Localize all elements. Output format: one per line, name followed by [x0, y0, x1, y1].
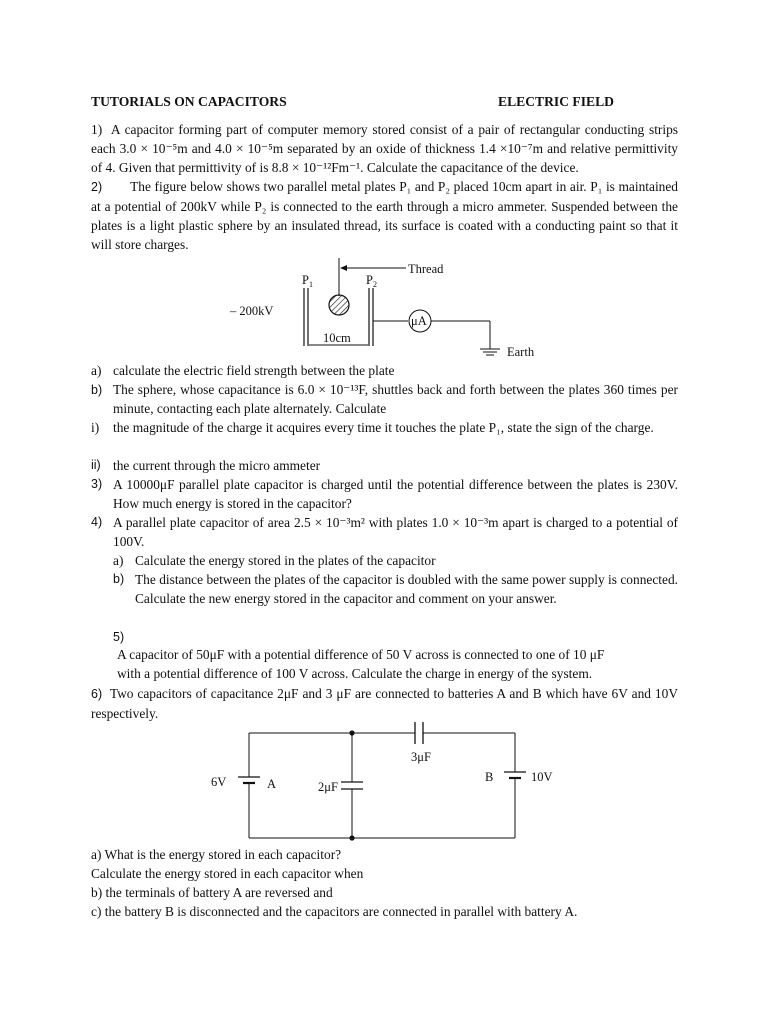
- question-2a-text: calculate the electric field strength between the plate: [113, 363, 395, 378]
- thread-label: Thread: [408, 262, 444, 276]
- question-4-number: 4): [91, 515, 103, 529]
- question-4b-label: b): [113, 572, 125, 586]
- question-6c: c) the battery B is disconnected and the capacitors are connected in parallel with battery A.: [91, 904, 578, 919]
- question-5-line-1: A capacitor of 50μF with a potential difference of 50 V across is connected to one of 10 μF: [117, 647, 605, 662]
- question-3-number: 3): [91, 477, 103, 491]
- micro-ammeter-label: μA: [411, 314, 427, 328]
- question-5-line-2: with a potential difference of 100 V across. Calculate the charge in energy of the system.: [117, 666, 593, 681]
- voltage-label: – 200kV: [230, 304, 274, 318]
- question-2-text: The figure below shows two parallel metal plates P₁ and P₂ placed 10cm apart in air. P₁ is maintained at a potential of 200kV while P₂ is connected to the earth through a micro ammeter. Suspended between the plates is a light plastic sphere by an insulated thread, its surface is coated with a conducting paint so that it will store charges.: [91, 179, 678, 252]
- battery-a-label: A: [267, 777, 277, 791]
- question-4a-label: a): [113, 553, 124, 568]
- question-2b-label: b): [91, 383, 103, 397]
- question-2a-label: a): [91, 363, 102, 378]
- p1-label: $P_1$: [302, 273, 313, 289]
- topic-title: ELECTRIC FIELD: [498, 94, 614, 109]
- question-6b: b) the terminals of battery A are reversed and: [91, 885, 333, 900]
- question-2b-text: The sphere, whose capacitance is 6.0 × 10⁻¹³F, shuttles back and forth between the plates 360 times per minute, contacting each plate alternately. Calculate: [113, 382, 678, 416]
- question-4a-text: Calculate the energy stored in the plates of the capacitor: [135, 553, 436, 568]
- page-title: TUTORIALS ON CAPACITORS: [91, 94, 287, 109]
- capacitor-circuit-figure: [205, 718, 553, 844]
- question-2ii-text: the current through the micro ammeter: [113, 458, 321, 473]
- parallel-plates-figure: [228, 256, 538, 362]
- question-2i-text: the magnitude of the charge it acquires every time it touches the plate P₁, state the sign of the charge.: [113, 420, 654, 435]
- battery-a-voltage: 6V: [211, 775, 227, 789]
- question-2a: [91, 361, 394, 380]
- question-5-number: 5): [113, 630, 125, 644]
- plastic-sphere: [329, 295, 349, 315]
- question-2: [91, 177, 678, 254]
- question-4-text: A parallel plate capacitor of area 2.5 × 10⁻³m² with plates 1.0 × 10⁻³m apart is charged to a potential of 100V.: [113, 515, 678, 549]
- question-1-number: 1): [91, 122, 103, 137]
- question-1-text: A capacitor forming part of computer memory stored consist of a pair of rectangular conducting strips each 3.0 × 10⁻⁵m and 4.0 × 10⁻⁵m separated by an oxide of thickness 1.4 ×10⁻⁷m and relative permittivity of 4. Given that permittivity of is 8.8 × 10⁻¹²Fm⁻¹. Calculate the capacitance of the device.: [91, 122, 678, 175]
- capacitor-3uf-label: 3μF: [411, 750, 431, 764]
- distance-label: 10cm: [323, 331, 351, 345]
- question-6-intro: Calculate the energy stored in each capacitor when: [91, 866, 364, 881]
- question-6a: a) What is the energy stored in each capacitor?: [91, 847, 342, 862]
- capacitor-2uf-label: 2μF: [318, 780, 338, 794]
- question-6-text: Two capacitors of capacitance 2μF and 3 μF are connected to batteries A and B which have 6V and 10V respectively.: [91, 686, 678, 721]
- battery-b-voltage: 10V: [531, 770, 553, 784]
- question-2ii-label: ii): [91, 458, 101, 472]
- earth-label: Earth: [507, 345, 535, 359]
- battery-b-label: B: [485, 770, 494, 784]
- question-4b-text: The distance between the plates of the capacitor is doubled with the same power supply is connected. Calculate the new energy stored in the capacitor and comment on your answer.: [135, 572, 678, 606]
- question-2-number: 2): [91, 180, 103, 194]
- question-6-number: 6): [91, 687, 103, 701]
- question-2i-label: i): [91, 420, 100, 435]
- p2-label: $P_2$: [366, 273, 377, 289]
- question-1: [91, 120, 678, 177]
- question-3-text: A 10000μF parallel plate capacitor is charged until the potential difference between the plates is 230V. How much energy is stored in the capacitor?: [113, 477, 678, 511]
